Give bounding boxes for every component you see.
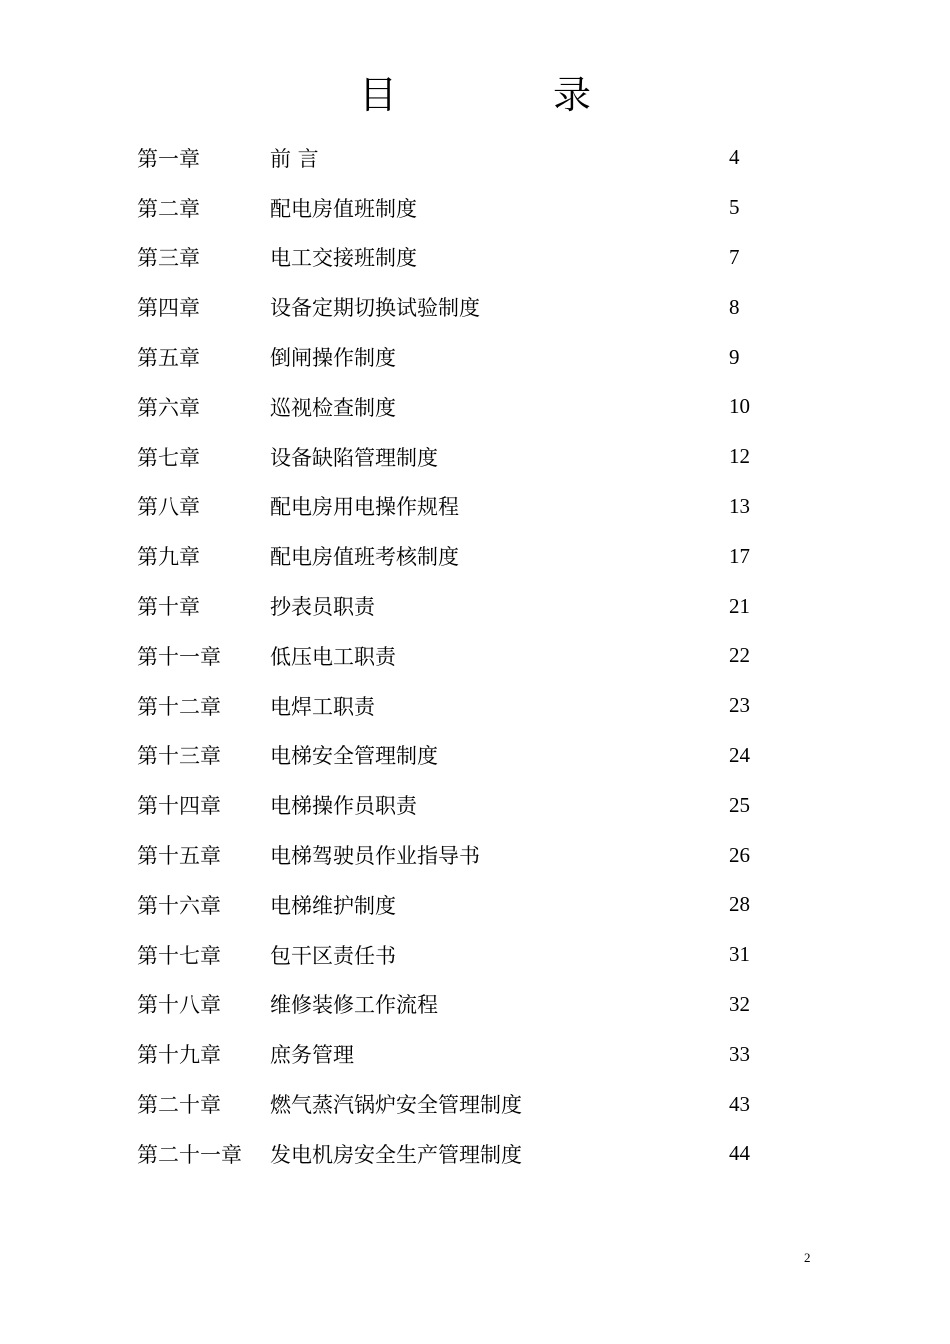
toc-page-number: 22 [729,643,750,668]
toc-row[interactable] [137,233,757,283]
dot-leader [398,396,719,418]
toc-entry-title: 包干区责任书 [270,943,396,968]
toc-page-number: 17 [729,543,750,568]
toc-row[interactable] [137,980,757,1030]
toc-row[interactable] [137,282,757,332]
toc-entry-title: 电梯驾驶员作业指导书 [270,844,480,869]
toc-entry-title: 配电房用电操作规程 [270,495,459,520]
toc-row[interactable] [137,780,757,830]
toc-row[interactable] [137,930,757,980]
dot-leader [419,246,719,268]
dot-leader [377,695,719,717]
toc-row[interactable] [137,332,757,382]
toc-page-number: 10 [729,394,750,419]
toc-row[interactable] [137,133,757,183]
dot-leader [398,346,719,368]
toc-entry-title: 燃气蒸汽锅炉安全管理制度 [270,1093,522,1118]
toc-row[interactable] [137,1129,757,1179]
toc-chapter-number: 第二十一章 [137,1142,242,1167]
toc-row[interactable] [137,880,757,930]
toc-entry [270,840,719,870]
dot-leader [461,495,719,517]
toc-entry-title: 电梯操作员职责 [270,794,417,819]
toc-entry [270,790,719,820]
toc-page-number: 23 [729,693,750,718]
toc-entry [270,740,719,770]
toc-row[interactable] [137,581,757,631]
toc-page-number: 44 [729,1141,750,1166]
dot-leader [377,595,719,617]
toc-page-number: 8 [729,294,740,319]
toc-entry [270,541,719,571]
toc-entry [270,691,719,721]
dot-leader [440,446,719,468]
toc-entry [270,143,719,173]
toc-chapter-number: 第十七章 [137,943,221,968]
toc-chapter-number: 第三章 [137,246,200,271]
table-of-contents [137,133,757,1179]
toc-chapter-number: 第一章 [137,146,200,171]
toc-row[interactable] [137,1079,757,1129]
toc-page-number: 28 [729,892,750,917]
toc-chapter-number: 第十章 [137,595,200,620]
dot-leader [482,844,719,866]
toc-row[interactable] [137,631,757,681]
toc-chapter-number: 第四章 [137,296,200,321]
toc-chapter-number: 第十六章 [137,893,221,918]
toc-entry-title: 低压电工职责 [270,644,396,669]
toc-entry [270,442,719,472]
toc-entry-title: 巡视检查制度 [270,395,396,420]
toc-entry [270,392,719,422]
toc-entry-title: 维修装修工作流程 [270,993,438,1018]
toc-row[interactable] [137,830,757,880]
dot-leader [419,197,719,219]
toc-entry [270,989,719,1019]
toc-row[interactable] [137,681,757,731]
toc-page-number: 32 [729,991,750,1016]
toc-chapter-number: 第二章 [137,196,200,221]
toc-row[interactable] [137,731,757,781]
toc-chapter-number: 第十一章 [137,644,221,669]
dot-leader [440,744,719,766]
toc-chapter-number: 第七章 [137,445,200,470]
dot-leader [440,993,719,1015]
toc-entry [270,242,719,272]
dot-leader [524,1143,719,1165]
toc-chapter-number: 第十五章 [137,844,221,869]
toc-entry [270,292,719,322]
toc-page-number: 25 [729,792,750,817]
toc-page-number: 21 [729,593,750,618]
toc-entry [270,890,719,920]
toc-page-number: 33 [729,1041,750,1066]
toc-entry [270,491,719,521]
toc-entry-title: 配电房值班制度 [270,196,417,221]
toc-page-number: 26 [729,842,750,867]
dot-leader [356,1043,719,1065]
toc-chapter-number: 第十二章 [137,694,221,719]
toc-entry-title: 电梯安全管理制度 [270,744,438,769]
toc-page-number: 31 [729,942,750,967]
toc-page-number: 7 [729,244,740,269]
toc-entry-title: 前 言 [270,146,319,171]
toc-row[interactable] [137,1029,757,1079]
toc-row[interactable] [137,432,757,482]
toc-entry-title: 发电机房安全生产管理制度 [270,1142,522,1167]
toc-chapter-number: 第五章 [137,346,200,371]
toc-row[interactable] [137,482,757,532]
toc-page-number: 5 [729,195,740,220]
toc-entry-title: 电工交接班制度 [270,246,417,271]
toc-chapter-number: 第十四章 [137,794,221,819]
dot-leader [482,296,719,318]
toc-entry-title: 庶务管理 [270,1043,354,1068]
toc-entry [270,940,719,970]
toc-entry-title: 倒闸操作制度 [270,346,396,371]
toc-entry [270,342,719,372]
toc-chapter-number: 第八章 [137,495,200,520]
toc-row[interactable] [137,531,757,581]
toc-entry [270,591,719,621]
toc-page-number: 4 [729,145,740,170]
toc-row[interactable] [137,382,757,432]
toc-entry [270,1139,719,1169]
dot-leader [524,1093,719,1115]
toc-page-number: 24 [729,742,750,767]
toc-page-number: 9 [729,344,740,369]
dot-leader [461,545,719,567]
toc-page-number: 12 [729,444,750,469]
toc-entry-title: 设备定期切换试验制度 [270,296,480,321]
toc-page-number: 43 [729,1091,750,1116]
toc-entry [270,641,719,671]
toc-chapter-number: 第十九章 [137,1043,221,1068]
toc-entry-title: 设备缺陷管理制度 [270,445,438,470]
dot-leader [398,645,719,667]
toc-chapter-number: 第二十章 [137,1093,221,1118]
toc-entry [270,1039,719,1069]
dot-leader [419,794,719,816]
dot-leader [398,894,719,916]
page-title: 目 录 [358,73,664,117]
toc-entry [270,193,719,223]
toc-page-number: 13 [729,493,750,518]
toc-entry [270,1089,719,1119]
toc-chapter-number: 第六章 [137,395,200,420]
footer-page-number: 2 [804,1250,811,1265]
toc-entry-title: 配电房值班考核制度 [270,545,459,570]
toc-chapter-number: 第九章 [137,545,200,570]
toc-entry-title: 电梯维护制度 [270,893,396,918]
toc-entry-title: 电焊工职责 [270,694,375,719]
toc-chapter-number: 第十三章 [137,744,221,769]
toc-chapter-number: 第十八章 [137,993,221,1018]
toc-row[interactable] [137,183,757,233]
toc-entry-title: 抄表员职责 [270,595,375,620]
dot-leader [321,147,707,169]
dot-leader [398,944,719,966]
